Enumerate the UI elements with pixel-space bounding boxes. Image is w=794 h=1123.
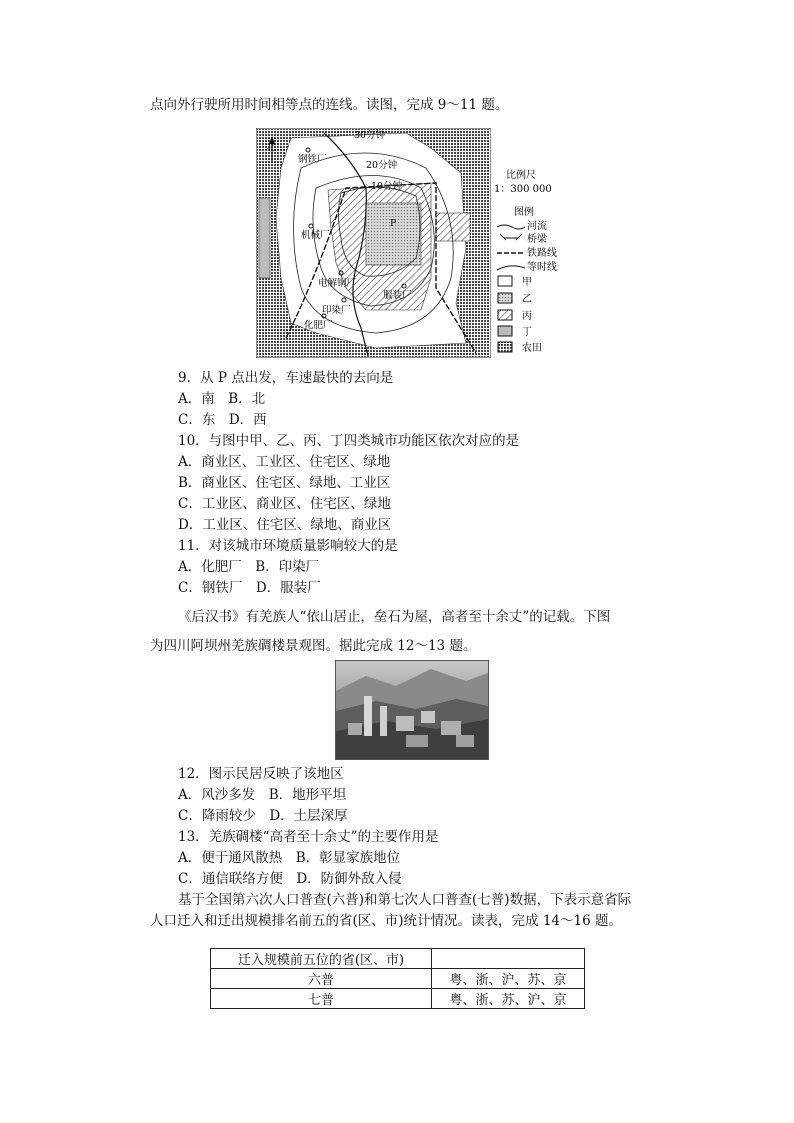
q9-opt-cd: C．东 D．西 — [178, 412, 267, 428]
passage3-line2: 人口迁入和迁出规模排名前五的省(区、市)统计情况。读表，完成 14～16 题。 — [150, 913, 622, 929]
table-cell: 七普 — [211, 989, 432, 1009]
q11-stem: 11．对该城市环境质量影响较大的是 — [178, 538, 398, 554]
legend-railway: 铁路线 — [527, 248, 557, 259]
table-header-cell: 迁入规模前五位的省(区、市) — [211, 949, 432, 969]
q11-opt-ab: A．化肥厂 B．印染厂 — [178, 559, 320, 575]
legend-ding: 丁 — [522, 327, 532, 338]
q9-stem: 9．从 P 点出发，车速最快的去向是 — [178, 370, 394, 386]
legend-isochrone: 等时线 — [527, 262, 557, 273]
table-row — [211, 969, 585, 989]
legend-farmland: 农田 — [522, 343, 542, 354]
factory-copper: 电解铜厂 — [318, 278, 357, 289]
legend-bridge: 桥梁 — [527, 234, 547, 245]
q10-opt-a: A．商业区、工业区、住宅区、绿地 — [178, 454, 391, 470]
passage3-line1: 基于全国第六次人口普查(六普)和第七次人口普查(七普)数据，下表示意省际 — [178, 892, 632, 908]
intro-line: 点向外行驶所用时间相等点的连线。读图，完成 9～11 题。 — [150, 97, 509, 113]
legend-yi: 乙 — [522, 294, 532, 305]
north-label: 北 — [266, 142, 276, 153]
scale-value: 1：300 000 — [494, 184, 552, 195]
legend-jia: 甲 — [522, 277, 532, 288]
map-legend — [492, 128, 572, 360]
factory-garment: 服装厂 — [383, 290, 412, 301]
q12-opt-ab: A．风沙多发 B．地形平坦 — [178, 787, 347, 803]
q12-stem: 12．图示民居反映了该地区 — [178, 766, 344, 782]
isochrone-20-label: 20分钟 — [366, 160, 398, 171]
table-cell: 粤、浙、沪、苏、京 — [432, 969, 585, 989]
q10-opt-b: B．商业区、住宅区、绿地、工业区 — [178, 475, 391, 491]
q13-opt-ab: A．便于通风散热 B．彰显家族地位 — [178, 850, 401, 866]
migration-table — [210, 948, 585, 1009]
factory-dyeing: 印染厂 — [322, 305, 351, 316]
q13-stem: 13．羌族碉楼“高者至十余丈”的主要作用是 — [178, 829, 439, 845]
factory-steel: 钢铁厂 — [298, 154, 327, 165]
q10-opt-d: D．工业区、住宅区、绿地、商业区 — [178, 517, 392, 533]
table-cell: 六普 — [211, 969, 432, 989]
q12-opt-cd: C．降雨较少 D．土层深厚 — [178, 808, 348, 824]
table-header-cell — [432, 949, 585, 969]
q11-opt-cd: C．钢铁厂 D．服装厂 — [178, 580, 321, 596]
legend-river: 河流 — [527, 221, 547, 232]
q10-opt-c: C．工业区、商业区、住宅区、绿地 — [178, 496, 391, 512]
isochrone-30-label: 30分钟 — [354, 130, 386, 141]
scale-title: 比例尺 — [506, 170, 536, 181]
city-isochrone-map — [256, 128, 491, 358]
q10-stem: 10．与图中甲、乙、丙、丁四类城市功能区依次对应的是 — [178, 433, 520, 449]
q9-opt-ab: A．南 B．北 — [178, 391, 266, 407]
table-cell: 粤、浙、苏、沪、京 — [432, 989, 585, 1009]
factory-fertilizer: 化肥厂 — [304, 320, 333, 331]
point-p-label: P — [390, 219, 397, 229]
passage2-line2: 为四川阿坝州羌族碉楼景观图。据此完成 12～13 题。 — [150, 638, 477, 654]
legend-title: 图例 — [514, 207, 534, 218]
passage2-line1: 《后汉书》有羌族人“依山居止，垒石为屋，高者至十余丈”的记载。下图 — [178, 609, 611, 625]
q13-opt-cd: C．通信联络方便 D．防御外敌入侵 — [178, 871, 402, 887]
qiang-watchtower-photo — [335, 660, 489, 760]
legend-bing: 丙 — [522, 311, 532, 322]
factory-machinery: 机械厂 — [301, 230, 330, 241]
table-row — [211, 989, 585, 1009]
isochrone-10-label: 10分钟 — [371, 181, 403, 192]
table-header-row — [211, 949, 585, 969]
